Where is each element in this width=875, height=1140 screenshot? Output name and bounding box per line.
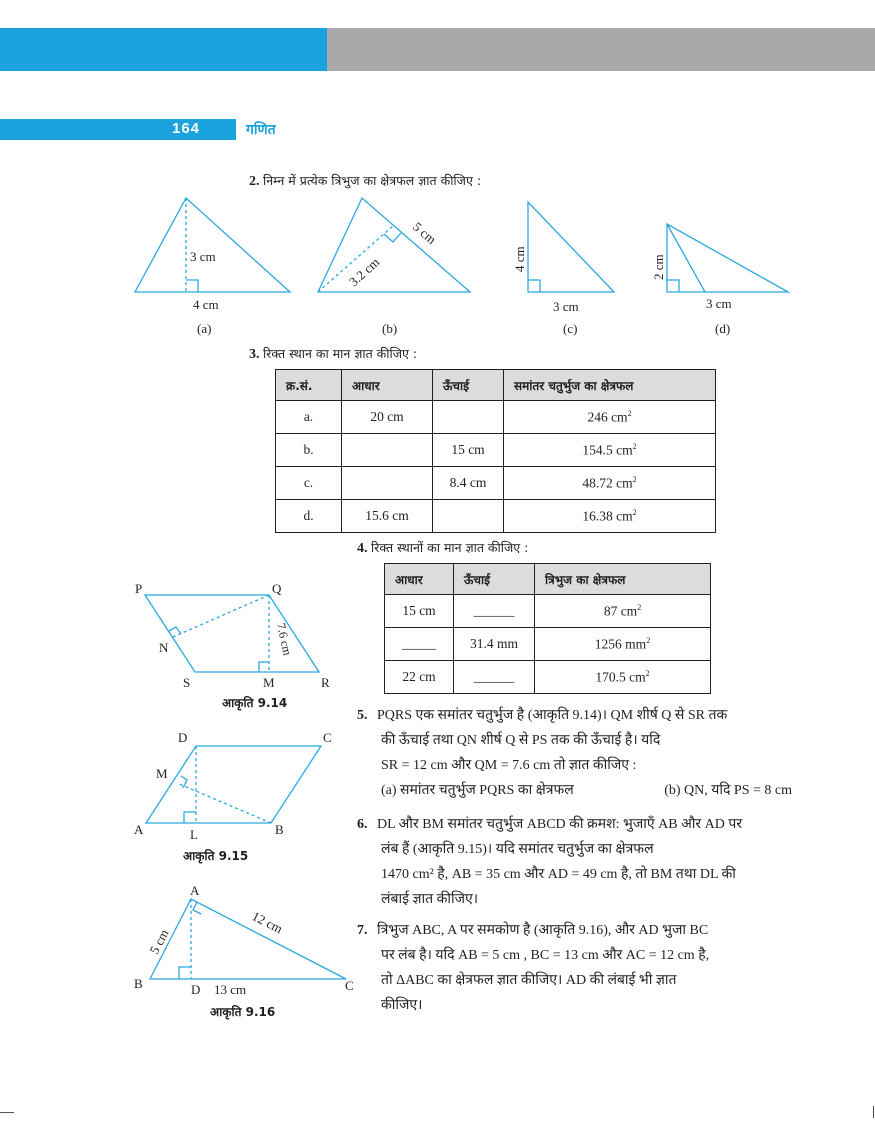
question-7-line-2: पर लंब है। यदि AB = 5 cm , BC = 13 cm और AC = 12 cm है, — [381, 948, 710, 963]
table-cell: 170.5 $cm^2$ — [535, 661, 711, 694]
table-cell: c. — [276, 467, 342, 500]
fig916-label-d: D — [191, 982, 201, 997]
question-5 — [357, 703, 792, 803]
table-cell — [342, 434, 433, 467]
fig914-label-r: R — [321, 675, 330, 690]
question-6-line-2: लंब हैं (आकृति 9.15)। यदि समांतर चतुर्भुज का क्षेत्रफल — [381, 842, 654, 857]
table-cell: 22 cm — [385, 661, 454, 694]
question-3-number: 3. — [249, 347, 260, 362]
table-row — [276, 401, 716, 434]
question-5-number: 5. — [357, 708, 368, 723]
fig-d-label: (d) — [715, 321, 731, 336]
fig916-label-b: B — [134, 976, 143, 991]
parallelogram-abcd — [146, 746, 321, 823]
table-q3-header-cell: क्र.सं. — [276, 370, 342, 401]
table-cell: 15.6 cm — [342, 500, 433, 533]
fig-d-base: 3 cm — [706, 296, 732, 311]
figure-9-15 — [120, 728, 350, 853]
question-3-text: रिक्त स्थान का मान ज्ञात कीजिए : — [263, 346, 418, 361]
question-7-line-1: त्रिभुज ABC, A पर समकोण है (आकृति 9.16), और AD भुजा BC — [377, 923, 709, 938]
fig-a-label: (a) — [197, 321, 212, 336]
fig916-bc: 13 cm — [214, 982, 247, 997]
fig-a-base: 4 cm — [193, 297, 219, 312]
fig915-label-a: A — [134, 822, 144, 837]
fig-d-height: 2 cm — [651, 254, 666, 280]
table-row — [385, 595, 711, 628]
table-cell: ______ — [454, 661, 535, 694]
fig-a-height: 3 cm — [190, 249, 216, 264]
table-q3-header — [276, 370, 716, 401]
table-cell: 246 $cm^2$ — [504, 401, 716, 434]
question-6-line-4: लंबाई ज्ञात कीजिए। — [381, 892, 479, 907]
fig-c-height: 4 cm — [512, 246, 527, 272]
table-cell: d. — [276, 500, 342, 533]
fig914-label-s: S — [183, 675, 191, 690]
table-q4-header — [385, 564, 711, 595]
question-5-part-b: (b) QN, यदि PS = 8 cm — [664, 783, 792, 798]
table-q4-header-cell: त्रिभुज का क्षेत्रफल — [535, 564, 711, 595]
triangle-a — [135, 198, 290, 292]
question-5-line-2: की ऊँचाई तथा QN शीर्ष Q से PS तक की ऊँचाई है। यदि — [381, 733, 661, 748]
fig914-label-m: M — [263, 675, 275, 690]
fig915-label-l: L — [190, 827, 198, 842]
table-cell: 8.4 cm — [433, 467, 504, 500]
table-cell: 15 cm — [433, 434, 504, 467]
figure-9-16-caption: आकृति 9.16 — [210, 1005, 276, 1019]
fig-c-base: 3 cm — [553, 299, 579, 314]
table-cell: 87 $cm^2$ — [535, 595, 711, 628]
fig914-label-q: Q — [272, 581, 282, 596]
question-6-line-3: 1470 cm² है, AB = 35 cm और AD = 49 cm है, तो BM तथा DL की — [381, 867, 736, 882]
crop-mark-right — [873, 1106, 874, 1118]
fig914-measure: 7.6 cm — [274, 621, 295, 657]
question-7 — [357, 918, 792, 1018]
table-cell: 20 cm — [342, 401, 433, 434]
table-q4-header-cell: आधार — [385, 564, 454, 595]
table-row — [276, 467, 716, 500]
table-cell: a. — [276, 401, 342, 434]
fig916-label-c: C — [345, 978, 354, 993]
figure-9-14-caption: आकृति 9.14 — [222, 696, 288, 710]
crop-mark-left — [0, 1112, 14, 1113]
table-q3-header-cell: आधार — [342, 370, 433, 401]
table-cell: 154.5 $cm^2$ — [504, 434, 716, 467]
table-cell: 15 cm — [385, 595, 454, 628]
table-q3-header-cell: समांतर चतुर्भुज का क्षेत्रफल — [504, 370, 716, 401]
fig916-ab: 5 cm — [146, 926, 172, 957]
table-row — [385, 628, 711, 661]
fig-b-label: (b) — [382, 321, 398, 336]
header-band-gray — [327, 28, 875, 71]
table-row — [276, 500, 716, 533]
table-row — [276, 434, 716, 467]
table-q4-header-cell: ऊँचाई — [454, 564, 535, 595]
triangle-c — [528, 202, 614, 292]
question-4-number: 4. — [357, 541, 368, 556]
figure-9-15-caption: आकृति 9.15 — [183, 849, 249, 863]
question-7-number: 7. — [357, 923, 368, 938]
question-2-number: 2. — [249, 174, 260, 189]
parallelogram-pqrs — [145, 595, 319, 672]
fig915-label-b: B — [275, 822, 284, 837]
question-2-text: निम्न में प्रत्येक त्रिभुज का क्षेत्रफल ज्ञात कीजिए : — [263, 173, 482, 188]
question-5-line-3: SR = 12 cm और QM = 7.6 cm तो ज्ञात कीजिए : — [381, 758, 637, 773]
page-number: 164 — [172, 120, 201, 137]
question-2 — [249, 170, 481, 192]
fig914-label-p: P — [135, 581, 143, 596]
table-cell: _____ — [385, 628, 454, 661]
table-cell — [433, 500, 504, 533]
question-4 — [357, 537, 528, 559]
triangle-b — [318, 198, 470, 292]
fig-b-altitude: 3.2 cm — [345, 254, 383, 290]
table-row — [385, 661, 711, 694]
table-cell: b. — [276, 434, 342, 467]
question-4-text: रिक्त स्थानों का मान ज्ञात कीजिए : — [371, 540, 529, 555]
table-q3-header-cell: ऊँचाई — [433, 370, 504, 401]
table-cell — [433, 401, 504, 434]
fig916-label-a: A — [190, 883, 200, 898]
fig914-label-n: N — [159, 640, 169, 655]
question-3 — [249, 343, 417, 365]
question-7-line-3: तो ΔABC का क्षेत्रफल ज्ञात कीजिए। AD की लंबाई भी ज्ञात — [381, 973, 677, 988]
question-5-parts — [357, 778, 792, 803]
fig-c-label: (c) — [563, 321, 578, 336]
triangle-d-outer — [667, 224, 788, 292]
subject-title: गणित — [246, 122, 276, 138]
table-cell: 1256 $mm^2$ — [535, 628, 711, 661]
question-2-figures — [0, 190, 875, 340]
table-cell: 31.4 mm — [454, 628, 535, 661]
table-cell: ______ — [454, 595, 535, 628]
question-7-line-4: कीजिए। — [381, 998, 423, 1013]
fig916-ac: 12 cm — [249, 908, 286, 937]
page-number-bar — [0, 119, 236, 140]
table-cell — [342, 467, 433, 500]
table-cell: 48.72 $cm^2$ — [504, 467, 716, 500]
question-6-line-1: DL और BM समांतर चतुर्भुज ABCD की क्रमश: भुजाएँ AB और AD पर — [377, 817, 743, 832]
question-6-number: 6. — [357, 817, 368, 832]
fig915-label-c: C — [323, 730, 332, 745]
question-6 — [357, 812, 792, 912]
header-band-blue — [0, 28, 327, 71]
table-q3 — [275, 369, 716, 533]
table-cell: 16.38 $cm^2$ — [504, 500, 716, 533]
table-q4 — [384, 563, 711, 694]
fig915-label-m: M — [156, 766, 168, 781]
question-5-part-a: (a) समांतर चतुर्भुज PQRS का क्षेत्रफल — [381, 783, 574, 798]
question-5-line-1: PQRS एक समांतर चतुर्भुज है (आकृति 9.14)। QM शीर्ष Q से SR तक — [377, 708, 728, 723]
fig915-label-d: D — [178, 730, 188, 745]
fig-b-side: 5 cm — [410, 218, 440, 248]
figure-9-16 — [120, 880, 360, 1010]
